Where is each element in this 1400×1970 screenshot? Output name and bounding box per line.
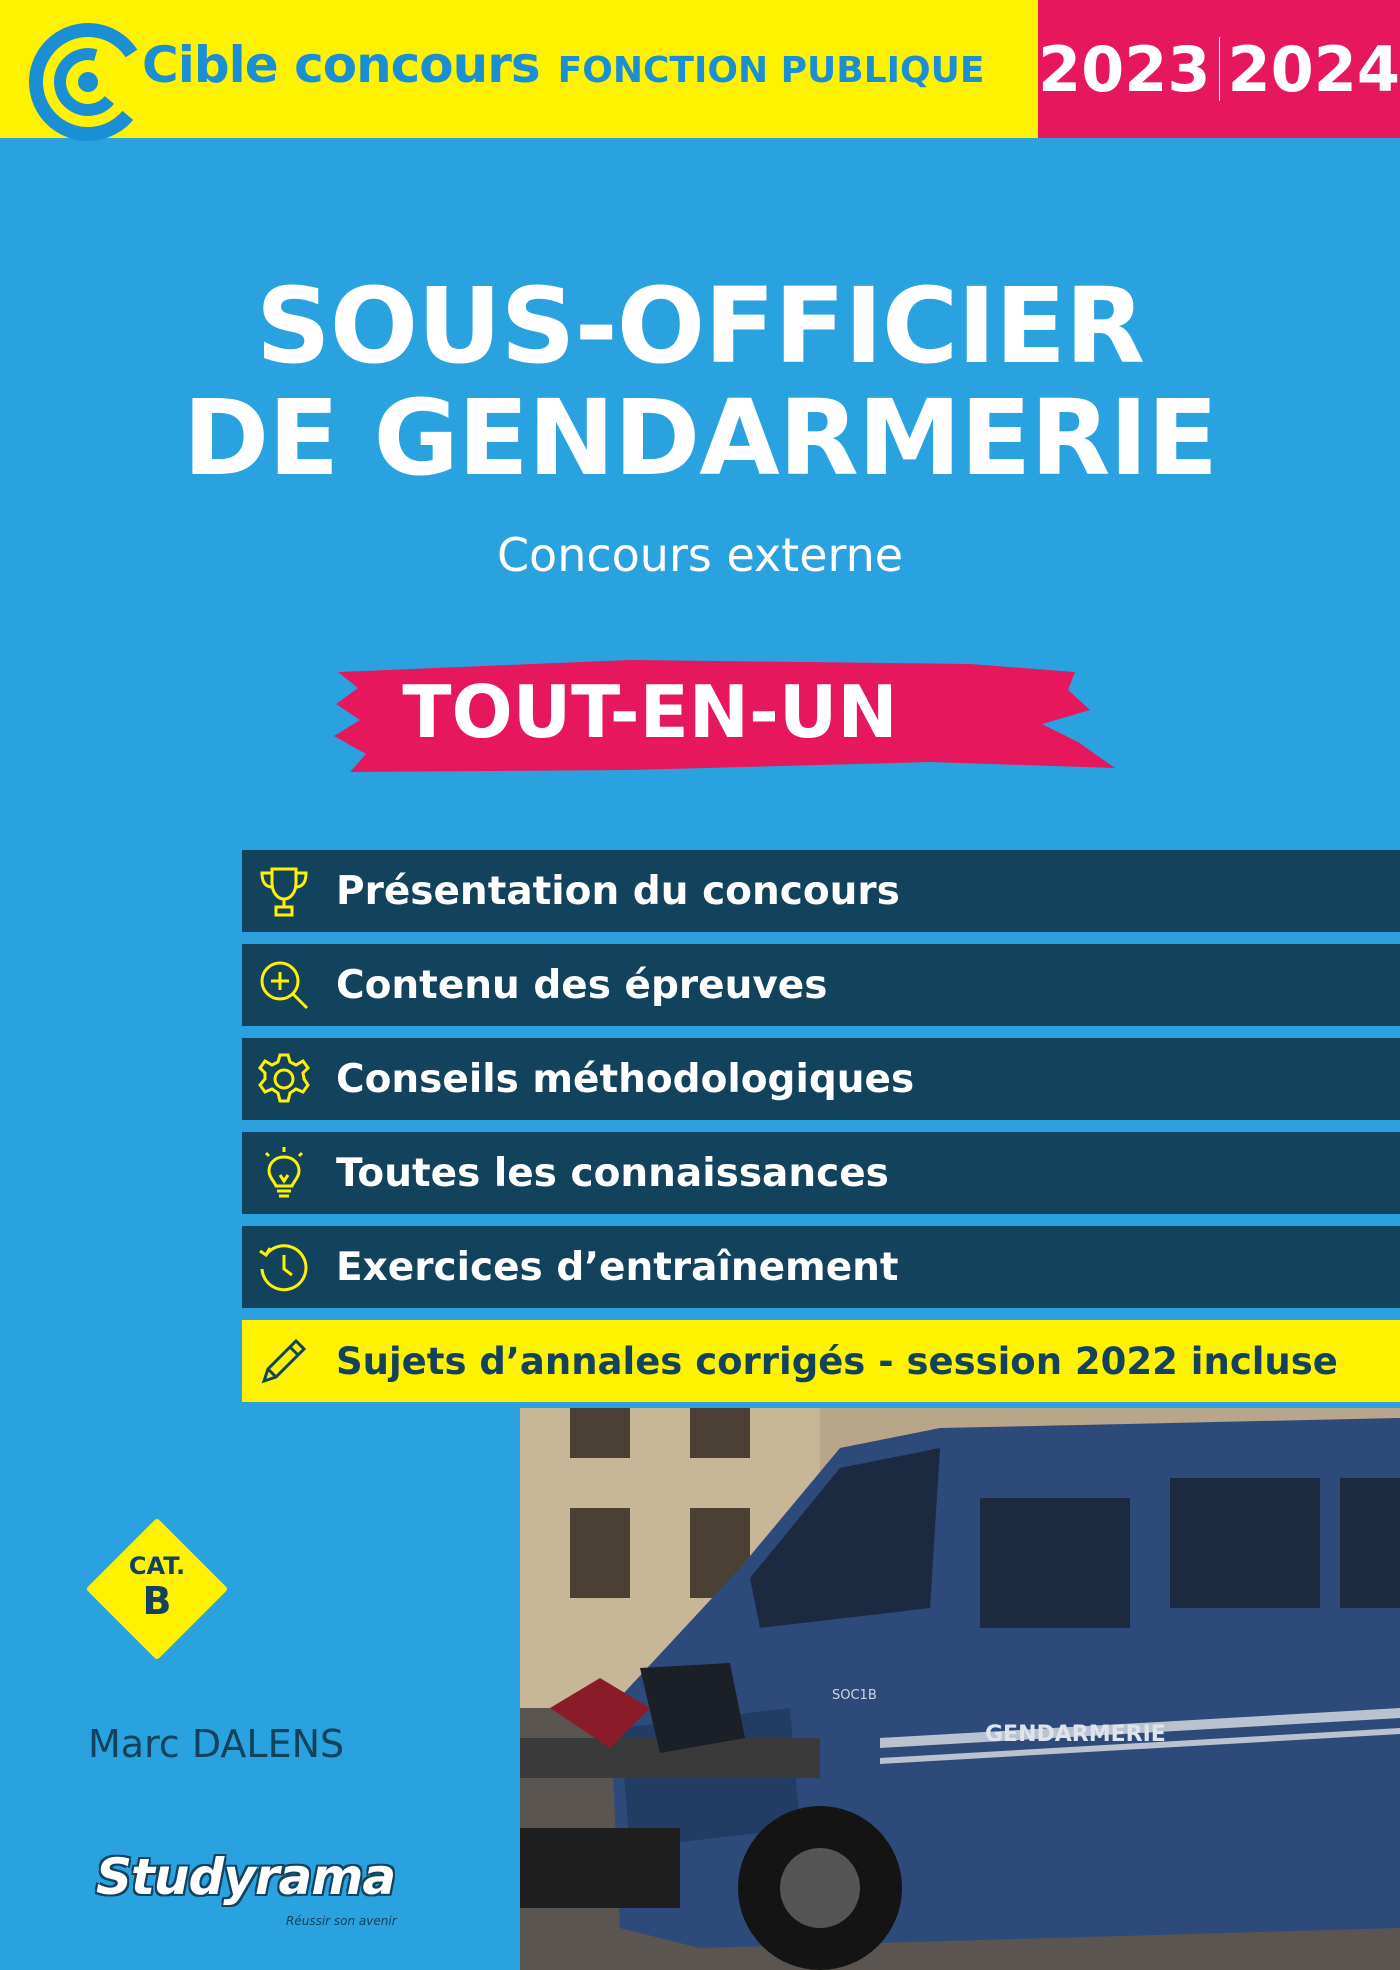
feature-exercices bbox=[242, 1226, 1400, 1308]
subtitle: Concours externe bbox=[496, 528, 904, 582]
feature-connaissances bbox=[242, 1132, 1400, 1214]
timer-icon bbox=[254, 1237, 314, 1297]
feature-label: Conseils méthodologiques bbox=[336, 1056, 915, 1102]
author-name: Marc DALENS bbox=[88, 1722, 345, 1766]
category-text bbox=[86, 1552, 228, 1622]
lightbulb-icon bbox=[254, 1143, 314, 1203]
publisher-logo-text: Studyrama bbox=[96, 1848, 396, 1906]
title-line-2: DE GENDARMERIE bbox=[182, 377, 1218, 499]
pencil-icon bbox=[254, 1331, 314, 1391]
year-start: 2023 bbox=[1038, 32, 1211, 106]
van-label-text: GENDARMERIE bbox=[985, 1722, 1166, 1747]
magnifier-plus-icon bbox=[254, 955, 314, 1015]
cible-target-logo-icon bbox=[28, 22, 148, 142]
category-line-1: CAT. bbox=[128, 1552, 186, 1580]
feature-label: Présentation du concours bbox=[336, 868, 900, 914]
tout-en-un-label: TOUT-EN-UN bbox=[402, 670, 898, 754]
publisher-tagline: Réussir son avenir bbox=[286, 1914, 397, 1928]
feature-label: Exercices d’entraînement bbox=[336, 1244, 899, 1290]
feature-presentation bbox=[242, 850, 1400, 932]
category-line-2: B bbox=[142, 1579, 172, 1623]
year-end: 2024 bbox=[1227, 32, 1400, 106]
feature-conseils bbox=[242, 1038, 1400, 1120]
feature-label: Sujets d’annales corrigés - session 2022 incluse bbox=[336, 1339, 1338, 1383]
title-line-1: SOUS-OFFICIER bbox=[255, 265, 1145, 387]
feature-contenu bbox=[242, 944, 1400, 1026]
feature-label: Toutes les connaissances bbox=[336, 1150, 889, 1196]
brand-main-text: Cible concours bbox=[142, 36, 540, 94]
photo-illustration bbox=[520, 1408, 1400, 1970]
trophy-icon bbox=[254, 861, 314, 921]
gear-icon bbox=[254, 1049, 314, 1109]
year-badge bbox=[1038, 0, 1400, 138]
van-plate-text: SOC1B bbox=[832, 1688, 877, 1703]
year-separator bbox=[1219, 37, 1220, 101]
feature-label: Contenu des épreuves bbox=[336, 962, 828, 1008]
feature-annales bbox=[242, 1320, 1400, 1402]
cover-photo-gendarmerie-van bbox=[520, 1408, 1400, 1970]
brand-title bbox=[142, 36, 984, 106]
brand-sub-text: FONCTION PUBLIQUE bbox=[557, 50, 985, 91]
